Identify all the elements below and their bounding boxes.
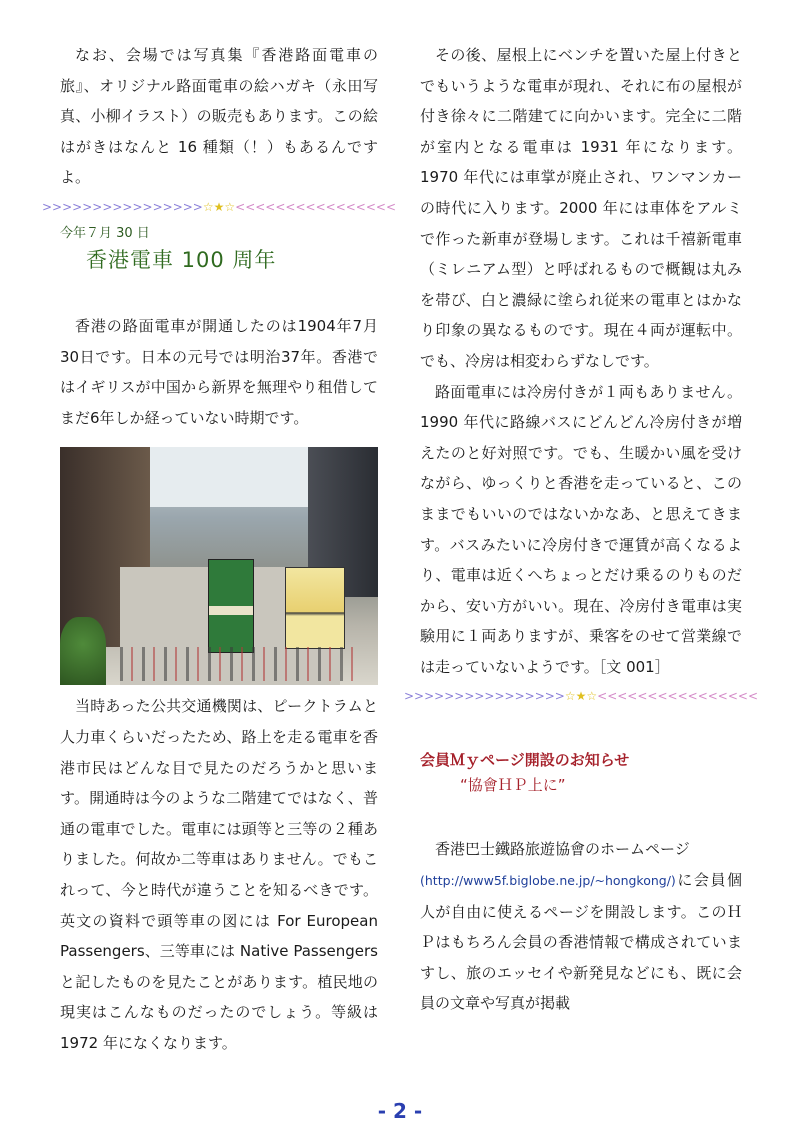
notice-body-rest: に会員個人が自由に使えるページを開設します。このＨＰはもちろん会員の香港情報で構成されていますし、旅のエッセイや新発見などにも、既に会員の文章や写真が掲載 [420,871,742,1013]
divider-left-marks: >>>>>>>>>>>>>>>> [403,689,565,704]
article-date: 今年７月 30 日 [60,225,150,241]
divider-left-marks: >>>>>>>>>>>>>>>> [41,199,203,214]
association-homepage-link[interactable]: (http://www5f.biglobe.ne.jp/~hongkong/) [420,873,676,889]
history-paragraph: 香港の路面電車が開通したのは1904年7月30日です。日本の元号では明治37年。香港ではイギリスが中国から新界を無理やり租借してまだ6年しか経っていない時期です。 [60,316,378,427]
section-divider-right [403,682,759,710]
divider-stars: ☆★☆ [202,199,236,214]
page-number: - 2 - [377,1099,423,1123]
divider-right-marks: <<<<<<<<<<<<<<<< [235,199,397,214]
photo-tree [60,617,106,685]
photo-pedestrians [120,647,360,681]
divider-right-marks: <<<<<<<<<<<<<<<< [597,689,759,704]
notice-body-start: 香港巴士鐵路旅遊協會のホームページ [435,840,690,859]
left-column [41,40,397,1058]
aircon-paragraph: 路面電車には冷房付きが１両もありません。1990 年代に路線バスにどんどん冷房付きが増えたのと好対照です。でも、生暖かい風を受けながら、ゆっくりと香港を走っていると、このままでもいいのではないかなあ、と思えてきます。バスみたいに冷房付きで運賃が高くなるより、電車は近くへちょっとだけ乗るのりものだから、安い方がいい。現在、冷房付き電車は実験用に１両ありますが、乗客をのせて営業線では走っていないようです。［文 001］ [420,382,742,676]
notice-subtitle: “協會ＨＰ上に” [460,776,566,795]
upper-deck-paragraph: その後、屋根上にベンチを置いた屋上付きとでもいうような電車が現れ、それに布の屋根が付き徐々に二階建てに向かいます。完全に二階が室内となる電車は 1931 年になります。1970 年代には車掌が廃止され、ワンマンカーの時代に入ります。2000 年には車体をアルミで作った新車が登場します。これは千禧新電車（ミレニアム型）と呼ばれるもので概観は丸みを帯び、白と濃緑に塗られ従来の電車とはかなり印象の異なるものです。現在４両が運転中。でも、冷房は相変わらずなしです。 [420,46,742,370]
notice-title: 会員Ｍｙページ開設のお知らせ [420,751,630,770]
section-divider [41,193,397,221]
photo-tram [208,559,254,653]
divider-stars: ☆★☆ [564,689,598,704]
article-title: 香港電車 100 周年 [86,247,277,272]
photo-bus [285,567,345,649]
classes-paragraph: 当時あった公共交通機関は、ピークトラムと人力車くらいだったため、路上を走る電車を香港市民はどんな目で見たのだろうかと思います。開通時は今のような二階建てではなく、普通の電車でした。電車には頭等と三等の２種ありました。何故か二等車はありません。でもこれって、今と時代が違うことを知るべきです。英文の資料で頭等車の図には For European Passengers、三等車には Native Passengers と記したものを見たことがあります。植民地の現実はこんなものだったのでしょう。等級は 1972 年になくなります。 [60,697,378,1052]
photo-sky [150,447,310,507]
intro-paragraph: なお、会場では写真集『香港路面電車の旅』、オリジナル路面電車の絵ハガキ（永田写真、小柳イラスト）の販売もあります。この絵はがきはなんと 16 種類（！）もあるんですよ。 [60,46,378,187]
hong-kong-tram-street-photo [60,447,378,685]
notice-paragraph [420,834,742,1019]
right-column [403,40,759,1019]
